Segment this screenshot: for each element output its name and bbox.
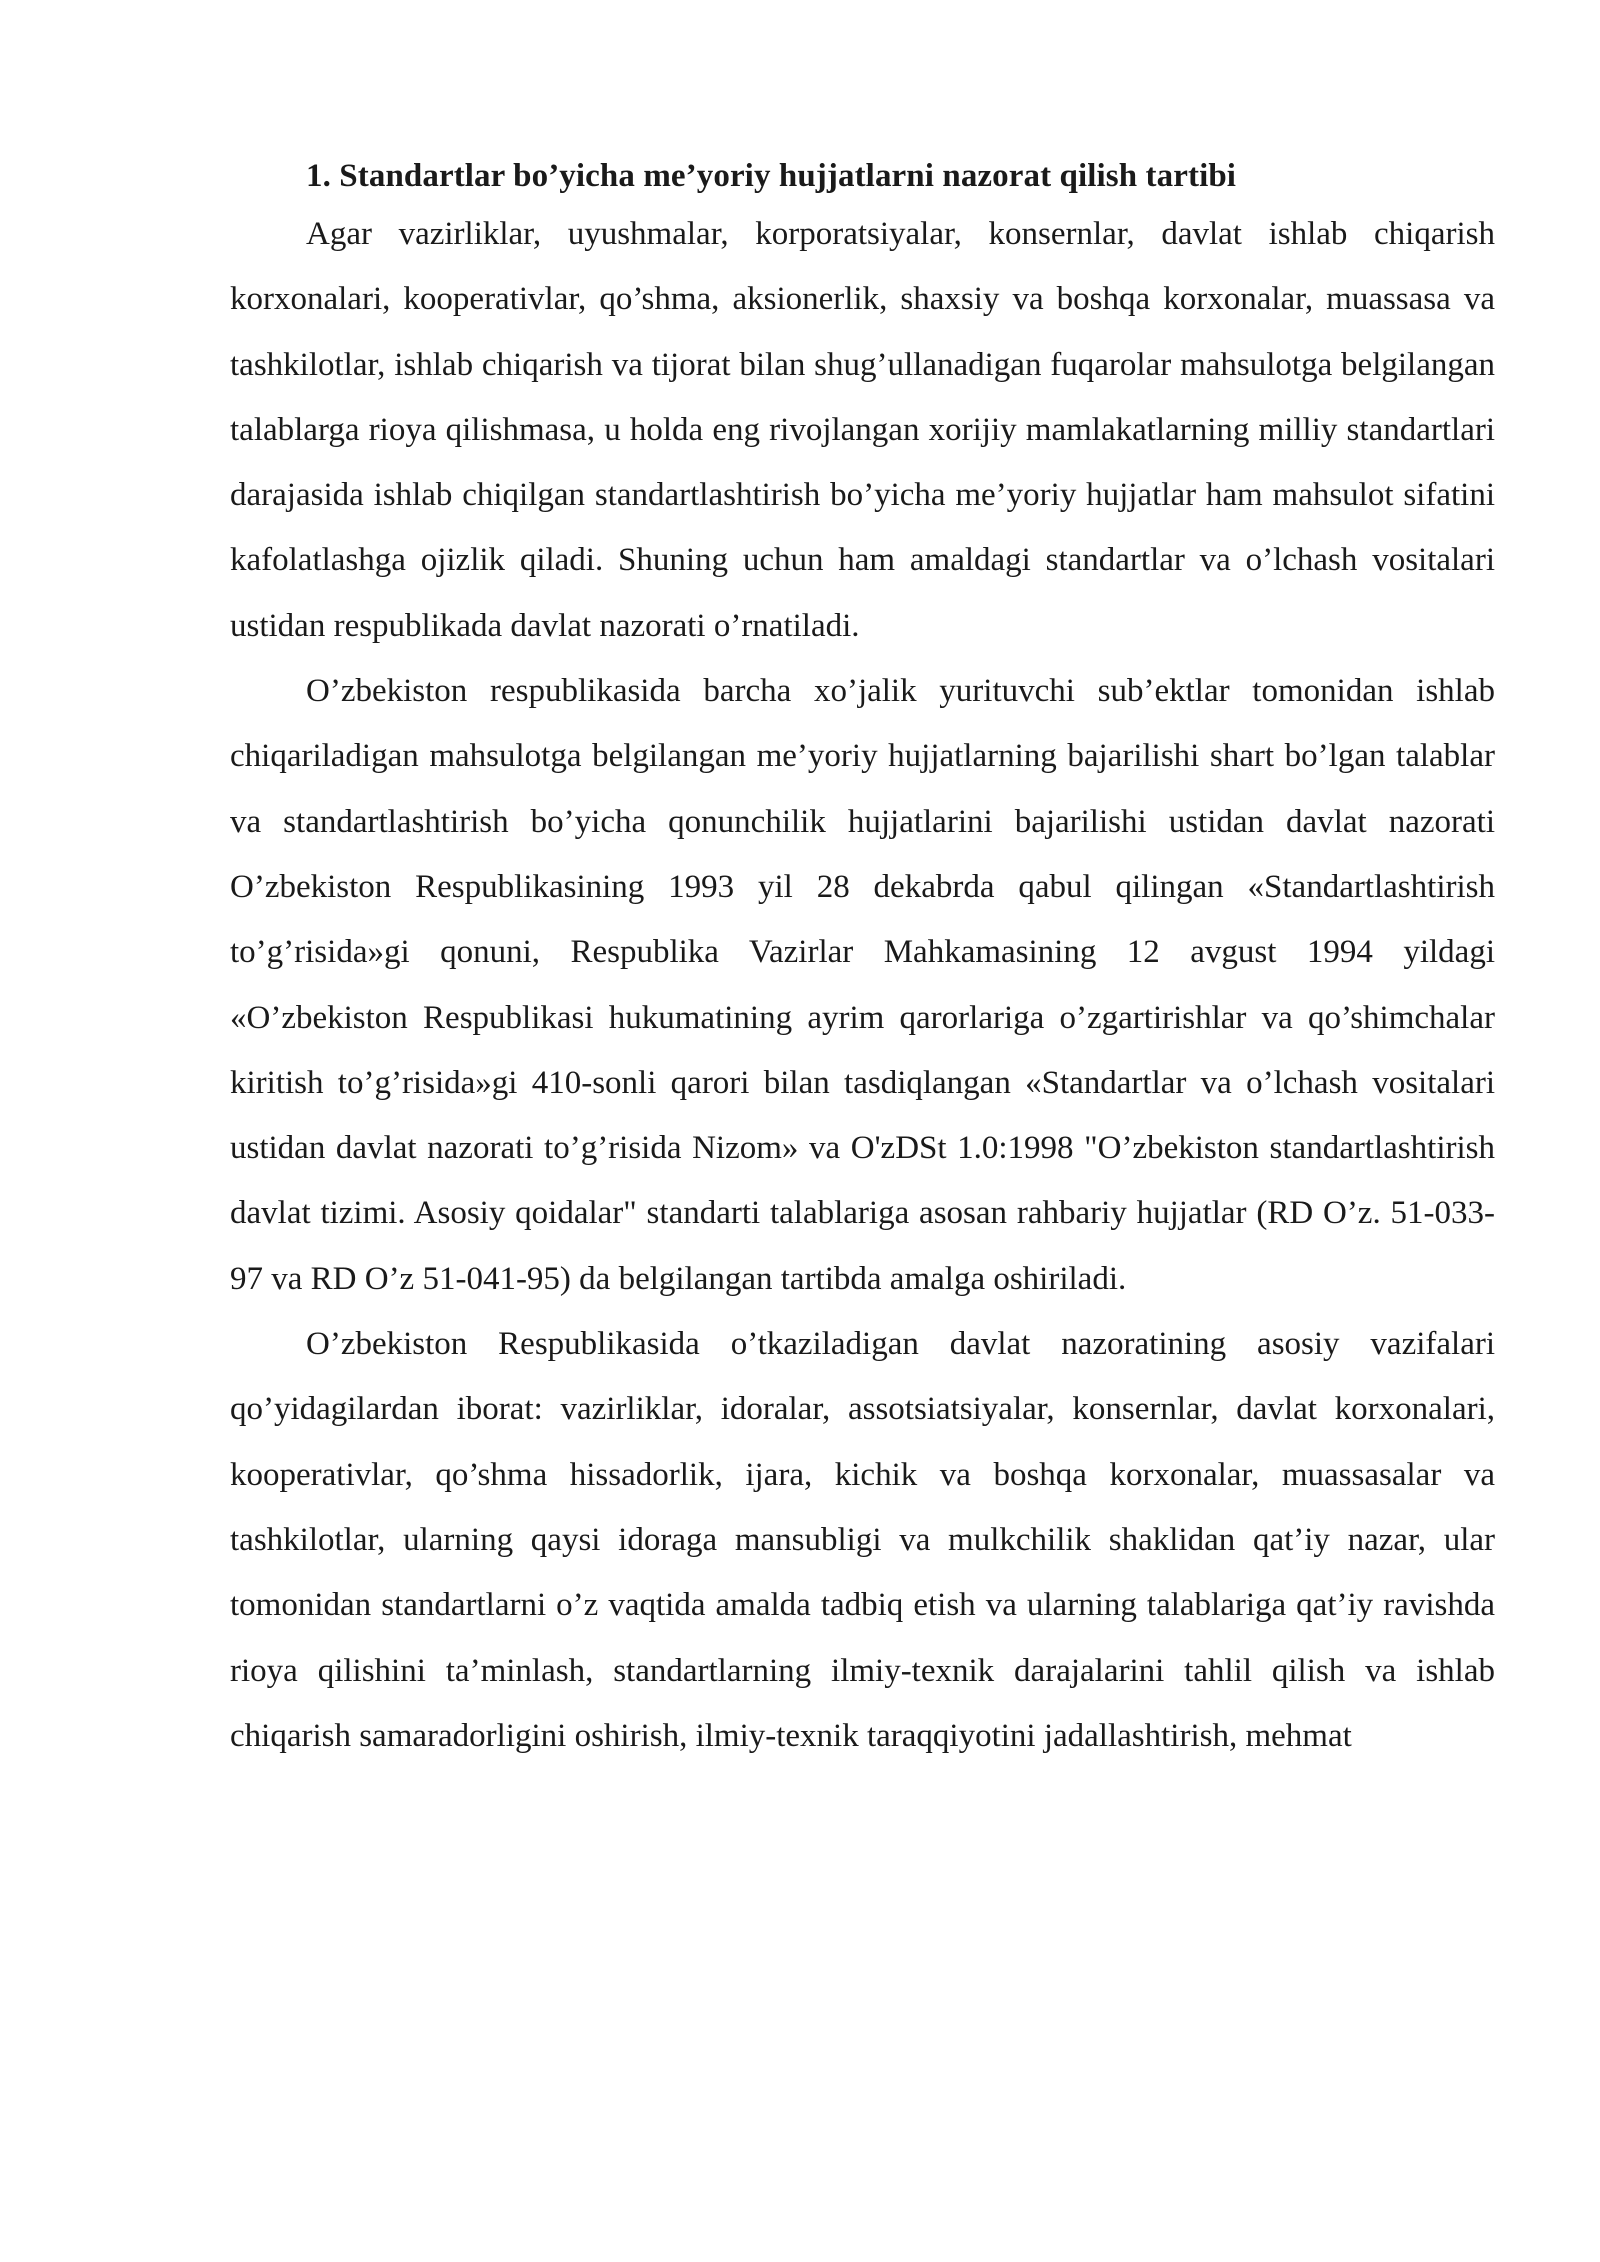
paragraph-2: O’zbekiston respublikasida barcha xo’jalik yurituvchi sub’ektlar tomonidan ishlab chiqariladigan mahsulotga belgilangan me’yoriy hujjatlarning bajarilishi shart bo’lgan talablar va standartlashtirish bo’yicha qonunchilik hujjatlarini bajarilishi ustidan davlat nazorati O’zbekiston Respublikasining 1993 yil 28 dekabrda qabul qilingan «Standartlashtirish to’g’risida»gi qonuni, Respublika Vazirlar Mahkamasining 12 avgust 1994 yildagi «O’zbekiston Respublikasi hukumatining ayrim qarorlariga o’zgartirishlar va qo’shimchalar kiritish to’g’risida»gi 410-sonli qarori bilan tasdiqlangan «Standartlar va o’lchash vositalari ustidan davlat nazorati to’g’risida Nizom» va O'zDSt 1.0:1998 "O’zbekiston standartlashtirish davlat tizimi. Asosiy qoidalar" standarti talablariga asosan rahbariy hujjatlar (RD O’z. 51-033-97 va RD O’z 51-041-95) da belgilangan tartibda amalga oshiriladi. — [230, 673, 1495, 1297]
paragraph-1: Agar vazirliklar, uyushmalar, korporatsiyalar, konsernlar, davlat ishlab chiqarish korxonalari, kooperativlar, qo’shma, aksionerlik, shaxsiy va boshqa korxonalar, muassasa va tashkilotlar, ishlab chiqarish va tijorat bilan shug’ullanadigan fuqarolar mahsulotga belgilangan talablarga rioya qilishmasa, u holda eng rivojlangan xorijiy mamlakatlarning milliy standartlari darajasida ishlab chiqilgan standartlashtirish bo’yicha me’yoriy hujjatlar ham mahsulot sifatini kafolatlashga ojizlik qiladi. Shuning uchun ham amaldagi standartlar va o’lchash vositalari ustidan respublikada davlat nazorati o’rnatiladi. — [230, 216, 1495, 644]
paragraph-3: O’zbekiston Respublikasida o’tkaziladigan davlat nazoratining asosiy vazifalari qo’yidagilardan iborat: vazirliklar, idoralar, assotsiatsiyalar, konsernlar, davlat korxonalari, kooperativlar, qo’shma hissadorlik, ijara, kichik va boshqa korxonalar, muassasalar va tashkilotlar, ularning qaysi idoraga mansubligi va mulkchilik shaklidan qat’iy nazar, ular tomonidan standartlarni o’z vaqtida amalda tadbiq etish va ularning talablariga qat’iy ravishda rioya qilishini ta’minlash, standartlarning ilmiy-texnik darajalarini tahlil qilish va ishlab chiqarish samaradorligini oshirish, ilmiy-texnik taraqqiyotini jadallashtirish, mehmat — [230, 1326, 1495, 1754]
section-heading: 1. Standartlar bo’yicha me’yoriy hujjatlarni nazorat qilish tartibi — [306, 158, 1237, 194]
document-page — [230, 150, 1495, 1769]
